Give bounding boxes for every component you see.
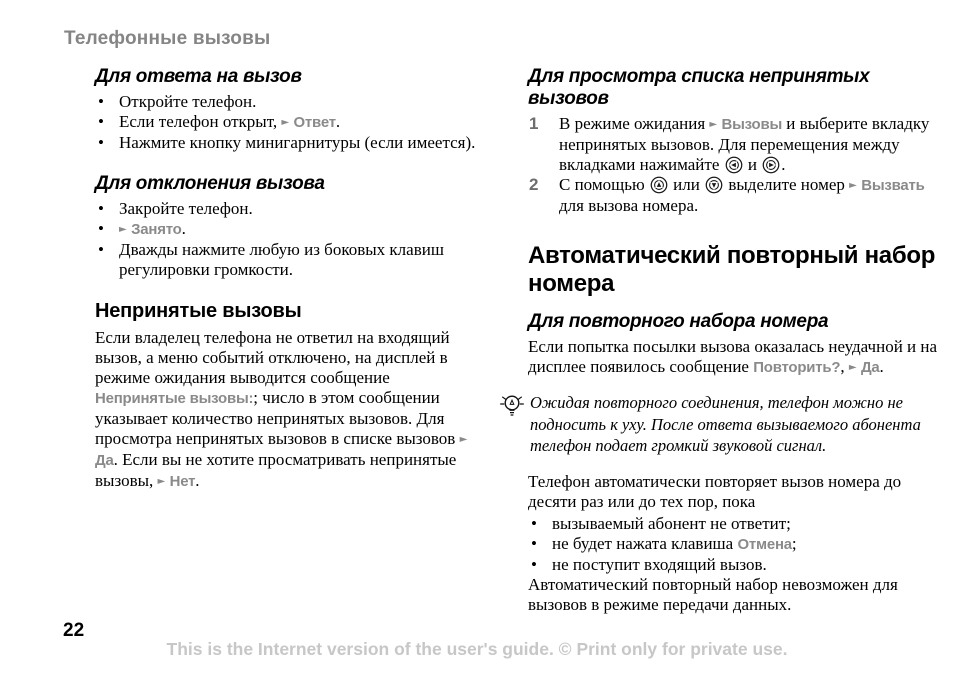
text-run: Закройте телефон. [119, 199, 253, 218]
text-run: не поступит входящий вызов. [552, 554, 767, 574]
text-run: выделите номер [724, 175, 850, 194]
nav-key-left-icon [725, 156, 743, 174]
list-item [95, 240, 483, 280]
press-arrow-icon: ► [281, 117, 290, 128]
nav-key-right-icon [762, 156, 780, 174]
nav-key-down-icon [705, 176, 723, 194]
text-run: . [181, 219, 186, 238]
text-run: Если телефон открыт, [119, 112, 282, 131]
redial-paragraph [528, 337, 942, 378]
text-run: Если попытка посылки вызова оказалась неудачной и на дисплее появилось сообщение [528, 337, 938, 376]
text-run: ; число в этом сообщении указывает количество непринятых вызовов. Для просмотра непринятых вызовов в списке вызовов [95, 388, 460, 448]
press-arrow-icon: ► [709, 119, 718, 130]
decline-call-list [95, 199, 483, 280]
text-run: . [335, 112, 341, 131]
text-run: или [668, 175, 705, 194]
text-run: В режиме ожидания [559, 114, 710, 133]
list-item [95, 199, 483, 219]
text-run: . [879, 357, 884, 376]
text-run: и выберите вкладку непринятых вызовов. Для перемещения между вкладками нажимайте [559, 114, 930, 174]
ui-term: Да [860, 359, 880, 376]
text-run: , [840, 357, 849, 376]
tip-note [530, 392, 942, 457]
step-text [559, 175, 925, 215]
ui-term: Вызвать [861, 177, 925, 194]
list-item [528, 555, 942, 575]
ui-term: Ответ [293, 114, 336, 131]
text-run: Нажмите кнопку минигарнитуры (если имеется). [119, 133, 476, 152]
text-run: . Если вы не хотите просматривать непринятые вызовы, [95, 450, 457, 490]
text-run: ; [791, 533, 797, 553]
list-item [528, 514, 942, 534]
ui-term: Вызовы [721, 116, 783, 133]
auto-repeat-paragraph: Телефон автоматически повторяет вызов номера до десяти раз или до тех пор, пока [528, 471, 902, 511]
section-title-answer-call: Для ответа на вызов [95, 66, 302, 87]
data-calls-paragraph: Автоматический повторный набор невозможен для вызовов в режиме передачи данных. [528, 574, 898, 614]
text-run: вызываемый абонент не ответит; [552, 513, 791, 533]
missed-calls-paragraph [95, 328, 483, 492]
left-column [95, 66, 483, 492]
text-run: Дважды нажмите любую из боковых клавиш регулировки громкости. [119, 240, 444, 279]
ui-term: Да [95, 452, 114, 469]
section-title-decline-call: Для отклонения вызова [95, 173, 325, 194]
list-item [95, 112, 483, 133]
footer-notice: This is the Internet version of the user's guide. © Print only for private use. [166, 639, 788, 659]
nav-key-up-icon [650, 176, 668, 194]
ui-term: Непринятые вызовы: [95, 390, 254, 407]
text-run: . [195, 471, 200, 490]
auto-repeat-conditions-list [528, 514, 942, 575]
ui-term: Повторить? [753, 359, 841, 376]
tip-lightbulb-icon [499, 391, 525, 426]
section-title-missed-calls: Непринятые вызовы [95, 300, 302, 322]
list-item [95, 92, 483, 112]
ui-term: Отмена [737, 535, 792, 553]
right-column [528, 66, 942, 615]
ui-term: Нет [169, 473, 196, 490]
press-arrow-icon: ► [459, 434, 468, 445]
step-text [559, 114, 929, 174]
text-run: Откройте телефон. [119, 92, 257, 111]
list-item [528, 534, 942, 555]
step-number: 2 [529, 175, 539, 194]
tip-text: Ожидая повторного соединения, телефон можно не подносить к уху. После ответа вызываемого абонента телефон подает громкий звуковой сигнал. [530, 393, 921, 455]
text-run: Если владелец телефона не ответил на входящий вызов, а меню событий отключено, на дисплей в режиме ожидания выводится сообщение [95, 328, 450, 387]
step-item [528, 114, 942, 175]
page-number: 22 [63, 620, 85, 641]
press-arrow-icon: ► [848, 362, 857, 373]
section-title-view-missed: Для просмотра списка непринятых вызовов [528, 66, 870, 109]
answer-call-list [95, 92, 483, 153]
section-title-redial-number: Для повторного набора номера [528, 311, 829, 332]
text-run: для вызова номера. [559, 196, 699, 215]
section-title-auto-redial: Автоматический повторный набор номера [528, 242, 936, 297]
text-run: не будет нажата клавиша [552, 533, 738, 553]
list-item [95, 219, 483, 240]
page-header: Телефонные вызовы [64, 28, 271, 49]
list-item [95, 133, 483, 153]
ui-term: Занято [131, 221, 182, 238]
view-missed-steps [528, 114, 942, 216]
press-arrow-icon: ► [119, 224, 127, 235]
text-run: и [743, 155, 762, 174]
press-arrow-icon: ► [157, 476, 166, 487]
step-item [528, 175, 942, 216]
press-arrow-icon: ► [849, 180, 857, 191]
text-run: . [781, 155, 786, 174]
step-number: 1 [529, 114, 539, 133]
text-run: С помощью [559, 175, 649, 194]
